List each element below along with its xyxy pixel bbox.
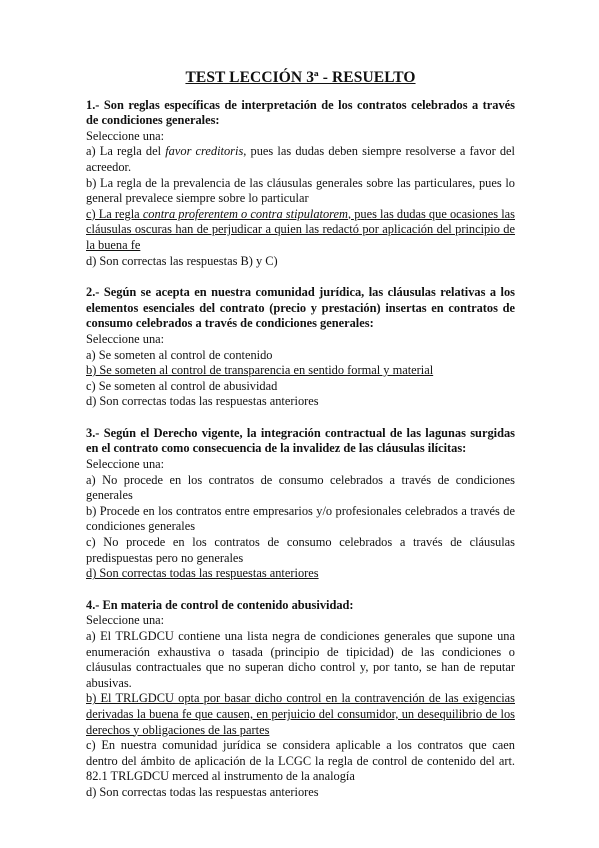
select-one-label: Seleccione una: [86,613,165,628]
option-text: a) El TRLGDCU contiene una lista negra de condiciones generales que supone una enumeración exhaustiva o tasada (principio de tipicidad) de las condiciones o cláusulas contractuales que no superan dicho control y, por tanto, se han de reputar abusivas. [86,629,515,690]
answer-option [86,738,515,785]
option-text: d) Son correctas todas las respuestas anteriores [86,394,319,409]
option-italic-term: favor creditoris [165,144,244,159]
answer-option [86,394,515,410]
answer-option [86,348,515,364]
question-stem: 3.- Según el Derecho vigente, la integración contractual de las lagunas surgidas en el contrato como consecuencia de la invalidez de las cláusulas ilícitas: [86,425,515,456]
answer-option [86,785,515,801]
answer-option [86,176,515,207]
question-3 [86,426,515,582]
option-text: b) Procede en los contratos entre empresarios y/o profesionales celebrados a través de condiciones generales [86,503,515,534]
option-text: c) La regla [86,206,143,221]
option-italic-term: contra proferentem o contra stipulatorem [142,206,348,221]
option-text: a) No procede en los contratos de consumo celebrados a través de condiciones generales [86,472,515,503]
question-stem: 4.- En materia de control de contenido abusividad: [86,597,354,612]
page-title: TEST LECCIÓN 3ª - RESUELTO [185,69,416,86]
option-text: b) Se someten al control de transparencia en sentido formal y material [86,363,434,378]
option-text: c) En nuestra comunidad jurídica se considera aplicable a los contratos que caen dentro del ámbito de aplicación de la LCGC la regla de control de contenido del art. 82.1 TRLGDCU merced al instrumento de la analogía [86,738,515,784]
answer-option-correct [86,566,515,582]
option-text: d) Son correctas las respuestas B) y C) [86,253,278,268]
question-stem: 2.- Según se acepta en nuestra comunidad jurídica, las cláusulas relativas a los elementos esenciales del contrato (precio y prestación) insertas en contratos de consumo celebrados a través de condiciones generales: [86,285,515,331]
answer-option [86,629,515,691]
answer-option [86,144,515,175]
question-4 [86,598,515,801]
option-text: c) Se someten al control de abusividad [86,378,278,393]
option-text-continued: , pues las dudas que ocasiones las cláusulas oscuras han de perjudicar a quien las redactó por aplicación del principio de la buena fe [86,206,515,252]
option-text: b) El TRLGDCU opta por basar dicho control en la contravención de las exigencias derivadas la buena fe que causen, en perjuicio del consumidor, un desequilibrio de los derechos y obligaciones de las partes [86,691,515,737]
select-one-label: Seleccione una: [86,457,165,472]
answer-option [86,254,515,270]
select-one-label: Seleccione una: [86,331,165,346]
select-one-label: Seleccione una: [86,128,165,143]
option-text: d) Son correctas todas las respuestas anteriores [86,784,319,799]
answer-option-correct [86,363,515,379]
question-list [86,98,515,801]
question-2 [86,285,515,410]
option-text: a) La regla del [86,144,166,159]
option-text: c) No procede en los contratos de consumo celebrados a través de cláusulas predispuestas pero no generales [86,535,515,565]
answer-option-correct [86,207,515,254]
option-text: a) Se someten al control de contenido [86,347,273,362]
question-stem: 1.- Son reglas específicas de interpretación de los contratos celebrados a través de condiciones generales: [86,97,515,128]
answer-option-correct [86,691,515,738]
document-page [86,70,515,817]
answer-option [86,473,515,504]
option-text: d) Son correctas todas las respuestas anteriores [86,566,319,581]
option-text-continued: , pues las dudas deben siempre resolverse a favor del acreedor. [86,144,515,174]
answer-option [86,379,515,395]
option-text: b) La regla de la prevalencia de las cláusulas generales sobre las particulares, pues lo general prevalece siempre sobre lo particular [86,175,515,206]
answer-option [86,504,515,535]
answer-option [86,535,515,566]
question-1 [86,98,515,270]
